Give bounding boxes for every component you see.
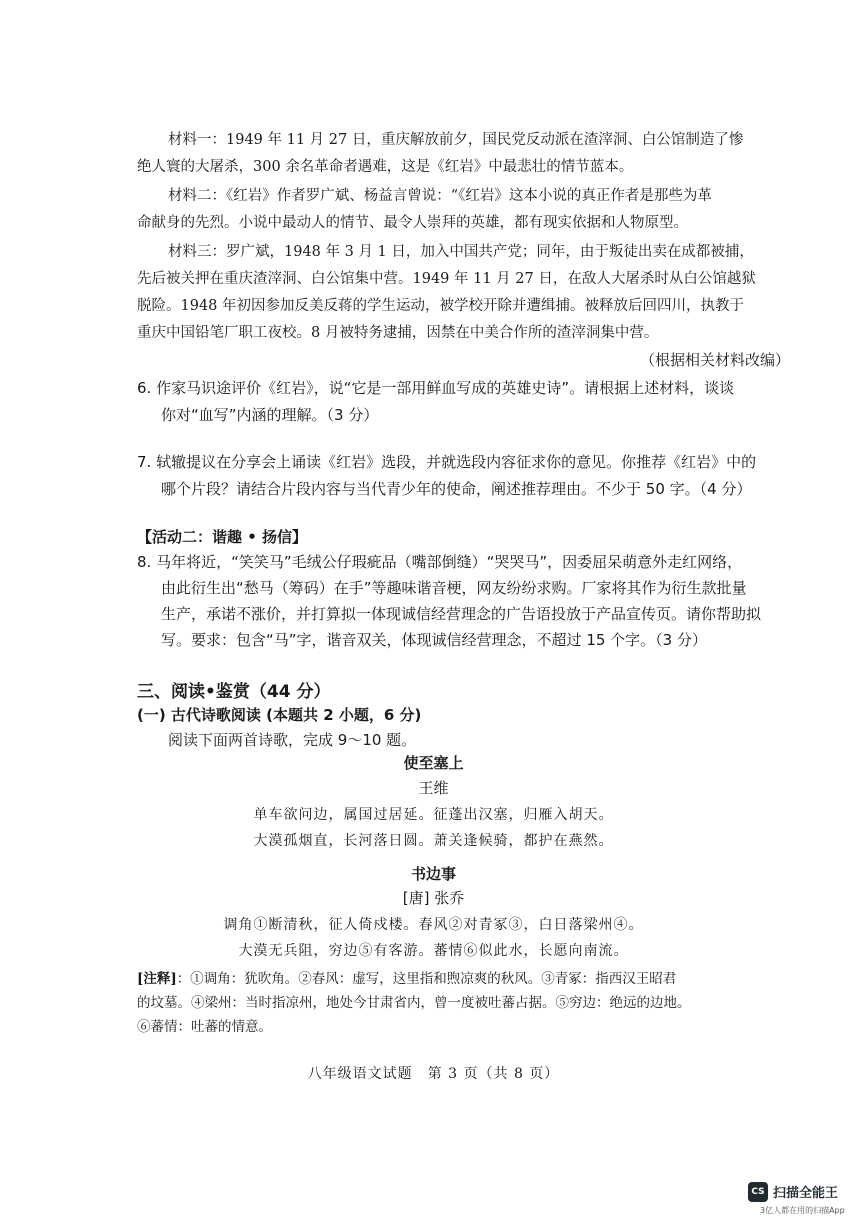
material-3-line-2: 先后被关押在重庆渣滓洞、白公馆集中营。1949 年 11 月 27 日，在敌人大屠杀时从白公馆越狱 xyxy=(137,271,756,287)
material-3-line-4: 重庆中国铅笔厂职工夜校。8 月被特务逮捕，因禁在中美合作所的渣滓洞集中营。 xyxy=(137,325,659,341)
material-3-line-3: 脱险。1948 年初因参加反美反蒋的学生运动，被学校开除并遭缉捕。被释放后回四川，执教于 xyxy=(137,298,745,314)
question-6-line-1: 6. 作家马识途评价《红岩》，说“它是一部用鲜血写成的英雄史诗”。请根据上述材料，谈谈 xyxy=(137,379,735,397)
poem-2-title: 书边事 xyxy=(410,865,456,883)
question-8-line-3: 生产，承诺不涨价，并打算拟一体现诚信经营理念的广告语投放于产品宣传页。请你帮助拟 xyxy=(161,605,762,623)
page-footer: 八年级语文试题 第 3 页（共 8 页） xyxy=(307,1066,560,1082)
question-8-line-1: 8. 马年将近，“笑笑马”毛绒公仔瑕疵品（嘴部倒缝）“哭哭马”，因委屈呆萌意外走红网络， xyxy=(137,553,743,571)
material-3-line-1: 材料三：罗广斌，1948 年 3 月 1 日，加入中国共产党；同年，由于叛徒出卖在成都被捕， xyxy=(168,244,754,260)
watermark-app-name: 扫描全能王 xyxy=(773,1186,839,1201)
poem-2-line-2: 大漠无兵阻，穷边⑤有客游。蕃情⑥似此水，长愿向南流。 xyxy=(238,943,629,959)
poem-1-author: 王维 xyxy=(418,779,449,797)
material-2-line-2: 命献身的先烈。小说中最动人的情节、最令人崇拜的英雄，都有现实依据和人物原型。 xyxy=(137,215,688,231)
annotation-text-1: ：①调角：犹吹角。②春风：虚写，这里指和煦凉爽的秋风。③青冢：指西汉王昭君 xyxy=(176,971,677,987)
poem-2-line-1: 调角①断清秋，征人倚戍楼。春风②对青冢③，白日落梁州④。 xyxy=(223,917,644,933)
question-7-line-1: 7. 轼辙提议在分享会上诵读《红岩》选段，并就选段内容征求你的意见。你推荐《红岩》中的 xyxy=(137,453,757,471)
subsection-1-heading: (一) 古代诗歌阅读 (本题共 2 小题，6 分) xyxy=(137,706,422,724)
question-7-line-2: 哪个片段？请结合片段内容与当代青少年的使命，阐述推荐理由。不少于 50 字。（4 分） xyxy=(161,480,752,498)
watermark-tagline: 3亿人都在用的扫描App xyxy=(760,1206,845,1215)
question-6-line-2: 你对“血写”内涵的理解。（3 分） xyxy=(161,406,379,424)
annotation-line-3: ⑥蕃情：吐蕃的情意。 xyxy=(137,1019,272,1035)
material-source: （根据相关材料改编） xyxy=(640,351,791,369)
activity-2-heading: 【活动二：谐趣 • 扬信】 xyxy=(137,528,308,546)
poem-2-author: [唐] 张乔 xyxy=(402,889,465,907)
reading-instruction: 阅读下面两首诗歌，完成 9～10 题。 xyxy=(168,731,417,749)
annotation-line-1 xyxy=(137,969,676,989)
annotation-line-2: 的坟墓。④梁州：当时指凉州，地处今甘肃省内，曾一度被吐蕃占据。⑤穷边：绝远的边地。 xyxy=(137,995,691,1011)
poem-1-line-1: 单车欲问边，属国过居延。征蓬出汉塞，归雁入胡天。 xyxy=(253,807,614,823)
annotation-label: [注释] xyxy=(137,971,177,987)
material-1-line-2: 绝人寰的大屠杀，300 余名革命者遇难，这是《红岩》中最悲壮的情节蓝本。 xyxy=(137,159,634,175)
material-2-line-1: 材料二：《红岩》作者罗广斌、杨益言曾说：“《红岩》这本小说的真正作者是那些为革 xyxy=(168,188,712,204)
material-1-line-1: 材料一：1949 年 11 月 27 日，重庆解放前夕，国民党反动派在渣滓洞、白公馆制造了惨 xyxy=(168,132,744,148)
camscanner-logo-icon: CS xyxy=(748,1182,768,1202)
section-3-heading: 三、阅读•鉴赏（44 分） xyxy=(137,682,331,702)
question-8-line-2: 由此衍生出“愁马（筹码）在手”等趣味谐音梗，网友纷纷求购。厂家将其作为衍生款批量 xyxy=(161,579,747,597)
poem-1-line-2: 大漠孤烟直，长河落日圆。萧关逢候骑，都护在燕然。 xyxy=(253,833,614,849)
question-8-line-4: 写。要求：包含“马”字，谐音双关，体现诚信经营理念，不超过 15 个字。（3 分） xyxy=(161,631,707,649)
poem-1-title: 使至塞上 xyxy=(403,754,464,772)
